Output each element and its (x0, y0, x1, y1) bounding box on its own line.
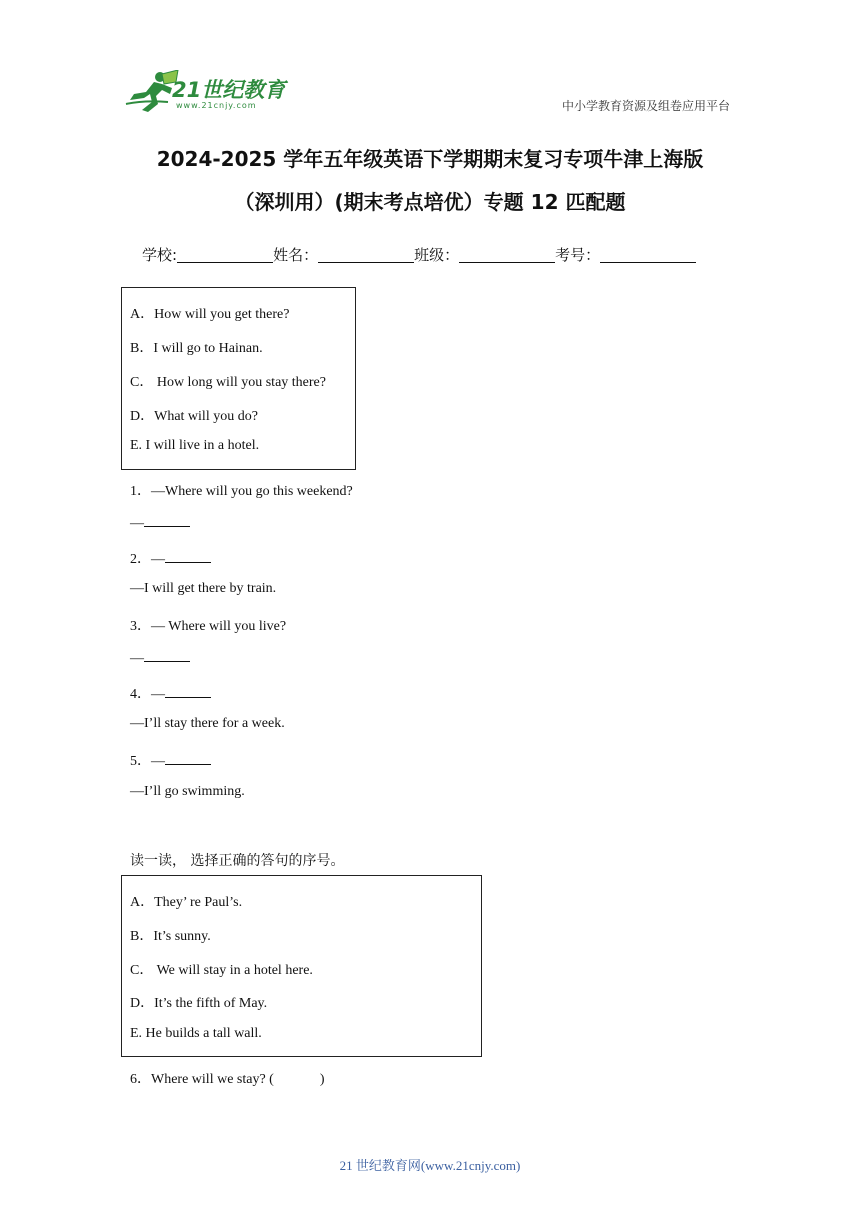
class-field[interactable] (414, 244, 555, 265)
name-field[interactable] (273, 244, 414, 265)
school-field[interactable] (142, 244, 273, 265)
answer-3-blank[interactable] (144, 649, 190, 662)
option-b: B．I will go to Hainan. (130, 341, 263, 356)
name-label: 姓名： (273, 246, 319, 264)
option-c: C． We will stay in a hotel here. (130, 963, 313, 978)
class-label: 班级： (414, 246, 460, 264)
school-label: 学校: (142, 246, 178, 264)
answer-2: —I will get there by train. (130, 581, 277, 596)
answer-4: —I’ll stay there for a week. (130, 716, 285, 731)
answer-1-blank[interactable] (144, 514, 190, 527)
option-b: B．It’s sunny. (130, 929, 211, 944)
answer-5: —I’ll go swimming. (130, 784, 245, 799)
question-6: 6．Where will we stay? ( ) (130, 1072, 325, 1087)
options-box-2 (121, 875, 482, 1057)
option-d: D．What will you do? (130, 409, 258, 424)
exam-number-field[interactable] (555, 244, 696, 265)
question-2-blank[interactable] (165, 550, 211, 563)
option-d: D．It’s the fifth of May. (130, 996, 268, 1011)
section-2-instruction: 读一读， 选择正确的答句的序号。 (130, 853, 345, 869)
question-2: 2．— (130, 548, 211, 568)
page-title-line2: （深圳用）(期末考点培优）专题 12 匹配题 (234, 190, 626, 214)
option-c: C． How long will you stay there? (130, 375, 326, 390)
site-logo (124, 70, 294, 114)
question-5: 5．— (130, 750, 211, 770)
question-4: 4．— (130, 683, 211, 703)
answer-3: — (130, 649, 190, 667)
option-e: E. I will live in a hotel. (130, 438, 260, 453)
class-blank[interactable] (459, 248, 555, 263)
name-blank[interactable] (318, 248, 414, 263)
question-3: 3．— Where will you live? (130, 619, 287, 634)
logo-url: www.21cnjy.com (176, 101, 257, 110)
logo-text: 21世纪教育 (172, 78, 286, 102)
question-5-blank[interactable] (165, 752, 211, 765)
option-a: A．They’ re Paul’s. (130, 895, 243, 910)
platform-name: 中小学教育资源及组卷应用平台 (561, 99, 730, 113)
question-4-blank[interactable] (165, 685, 211, 698)
option-a: A．How will you get there? (130, 307, 290, 322)
answer-1: — (130, 514, 190, 532)
option-e: E. He builds a tall wall. (130, 1026, 262, 1041)
page-title-line1: 2024-2025 学年五年级英语下学期期末复习专项牛津上海版 (156, 147, 704, 171)
school-blank[interactable] (177, 248, 273, 263)
exam-number-label: 考号： (555, 246, 601, 264)
question-1: 1．—Where will you go this weekend? (130, 484, 353, 499)
page-footer: 21 世纪教育网(www.21cnjy.com) (339, 1158, 521, 1173)
exam-number-blank[interactable] (600, 248, 696, 263)
student-info-fields (142, 244, 696, 265)
options-box-1 (121, 287, 356, 470)
